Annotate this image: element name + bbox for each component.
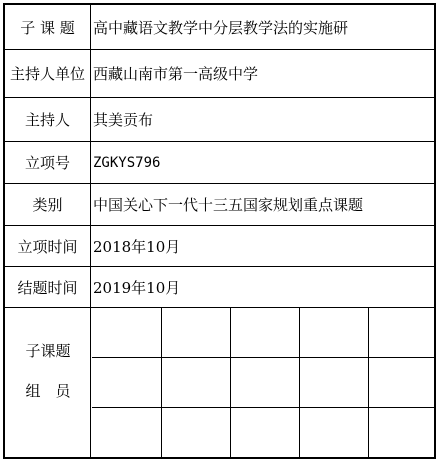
- members-label-line2: 组 员: [25, 382, 71, 400]
- grid-vline: [230, 308, 231, 457]
- grid-vline: [368, 308, 369, 457]
- grid-vline: [161, 308, 162, 457]
- value-host: 其美贡布: [93, 111, 154, 129]
- value-approval-date: 2018年10月: [93, 237, 181, 256]
- value-project-number: ZGKYS796: [93, 154, 161, 171]
- row-host: [5, 98, 434, 142]
- members-label-line1: 子课题: [25, 342, 71, 360]
- row-completion-date: [5, 267, 434, 308]
- row-category: [5, 184, 434, 226]
- grid-hline: [92, 407, 434, 408]
- label-approval-date: 立项时间: [5, 226, 91, 266]
- row-host-unit: [5, 50, 434, 98]
- value-host-unit: 西藏山南市第一高级中学: [93, 65, 259, 83]
- label-project-number: 立项号: [5, 142, 91, 183]
- value-sub-topic: 高中藏语文教学中分层教学法的实施研: [93, 18, 349, 37]
- grid-hline: [92, 357, 434, 358]
- label-host: 主持人: [5, 98, 91, 141]
- project-info-table: [3, 3, 436, 459]
- value-category: 中国关心下一代十三五国家规划重点课题: [93, 196, 364, 214]
- label-category: 类别: [5, 184, 91, 225]
- label-sub-topic: 子 课 题: [5, 5, 91, 49]
- members-grid: [92, 308, 434, 457]
- label-completion-date: 结题时间: [5, 267, 91, 307]
- grid-vline: [299, 308, 300, 457]
- row-project-number: [5, 142, 434, 184]
- label-host-unit: 主持人单位: [5, 50, 91, 97]
- row-sub-topic: [5, 5, 434, 50]
- members-label-cell: [5, 308, 91, 457]
- value-completion-date: 2019年10月: [93, 278, 181, 297]
- row-approval-date: [5, 226, 434, 267]
